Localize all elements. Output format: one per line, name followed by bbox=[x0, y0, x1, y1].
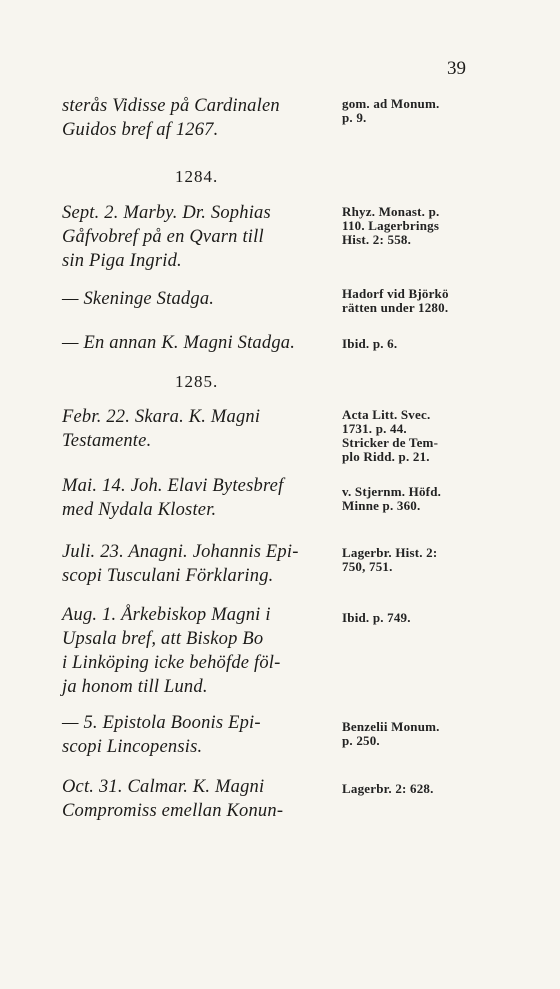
reference-line: 1731. p. 44. bbox=[342, 421, 407, 436]
entry-reference bbox=[342, 611, 492, 625]
reference-line: v. Stjernm. Höfd. bbox=[342, 484, 442, 499]
reference-line: Ibid. p. 6. bbox=[342, 336, 398, 351]
entry-line: Upsala bref, att Biskop Bo bbox=[62, 629, 264, 649]
entry-line: Compromiss emellan Konun- bbox=[62, 801, 284, 821]
reference-line: 110. Lagerbrings bbox=[342, 218, 440, 233]
entry-text bbox=[62, 474, 332, 522]
reference-line: 750, 751. bbox=[342, 559, 393, 574]
entry-line: i Linköping icke behöfde föl- bbox=[62, 653, 281, 673]
entry-line: Guidos bref af 1267. bbox=[62, 120, 219, 140]
entry-line: Testamente. bbox=[62, 431, 152, 451]
entry-text bbox=[62, 775, 332, 823]
entry-text bbox=[62, 201, 332, 273]
page-number: 39 bbox=[447, 58, 466, 79]
entry-line: Oct. 31. Calmar. K. Magni bbox=[62, 777, 265, 797]
entry-line: med Nydala Kloster. bbox=[62, 500, 217, 520]
entry-line: scopi Tusculani Förklaring. bbox=[62, 566, 274, 586]
entry-text bbox=[62, 287, 332, 311]
entry-line: sin Piga Ingrid. bbox=[62, 251, 182, 271]
entry-reference bbox=[342, 485, 492, 513]
reference-line: Ibid. p. 749. bbox=[342, 610, 411, 625]
entry-line: — 5. Epistola Boonis Epi- bbox=[62, 713, 261, 733]
entry-line: — Skeninge Stadga. bbox=[62, 289, 215, 309]
reference-line: Hadorf vid Björkö bbox=[342, 286, 449, 301]
entry-reference bbox=[342, 782, 492, 796]
reference-line: Hist. 2: 558. bbox=[342, 232, 412, 247]
reference-line: gom. ad Monum. bbox=[342, 96, 440, 111]
entry-line: Juli. 23. Anagni. Johannis Epi- bbox=[62, 542, 299, 562]
reference-line: p. 250. bbox=[342, 733, 380, 748]
entry-line: ja honom till Lund. bbox=[62, 677, 208, 697]
entry-line: Aug. 1. Årkebiskop Magni i bbox=[62, 605, 271, 625]
entry-text bbox=[62, 331, 332, 355]
entry-reference bbox=[342, 205, 492, 247]
reference-line: p. 9. bbox=[342, 110, 367, 125]
entry-line: — En annan K. Magni Stadga. bbox=[62, 333, 296, 353]
entry-text bbox=[62, 94, 332, 142]
entry-line: Gåfvobref på en Qvarn till bbox=[62, 227, 264, 247]
reference-line: Benzelii Monum. bbox=[342, 719, 440, 734]
entry-text bbox=[62, 540, 332, 588]
entry-reference bbox=[342, 720, 492, 748]
year-heading: 1284. bbox=[175, 167, 219, 186]
reference-line: Lagerbr. 2: 628. bbox=[342, 781, 434, 796]
entry-reference bbox=[342, 97, 492, 125]
entry-text bbox=[62, 603, 332, 699]
entry-reference bbox=[342, 546, 492, 574]
year-heading: 1285. bbox=[175, 372, 219, 391]
entry-line: Sept. 2. Marby. Dr. Sophias bbox=[62, 203, 271, 223]
entry-reference bbox=[342, 408, 492, 464]
reference-line: rätten under 1280. bbox=[342, 300, 449, 315]
entry-text bbox=[62, 711, 332, 759]
reference-line: Stricker de Tem- bbox=[342, 435, 439, 450]
entry-line: Mai. 14. Joh. Elavi Bytesbref bbox=[62, 476, 284, 496]
reference-line: Acta Litt. Svec. bbox=[342, 407, 431, 422]
reference-line: Rhyz. Monast. p. bbox=[342, 204, 440, 219]
entry-reference bbox=[342, 337, 492, 351]
entry-line: sterås Vidisse på Cardinalen bbox=[62, 96, 280, 116]
entry-reference bbox=[342, 287, 492, 315]
entry-text bbox=[62, 405, 332, 453]
reference-line: Lagerbr. Hist. 2: bbox=[342, 545, 438, 560]
reference-line: plo Ridd. p. 21. bbox=[342, 449, 430, 464]
entry-line: scopi Lincopensis. bbox=[62, 737, 203, 757]
reference-line: Minne p. 360. bbox=[342, 498, 421, 513]
entry-line: Febr. 22. Skara. K. Magni bbox=[62, 407, 261, 427]
